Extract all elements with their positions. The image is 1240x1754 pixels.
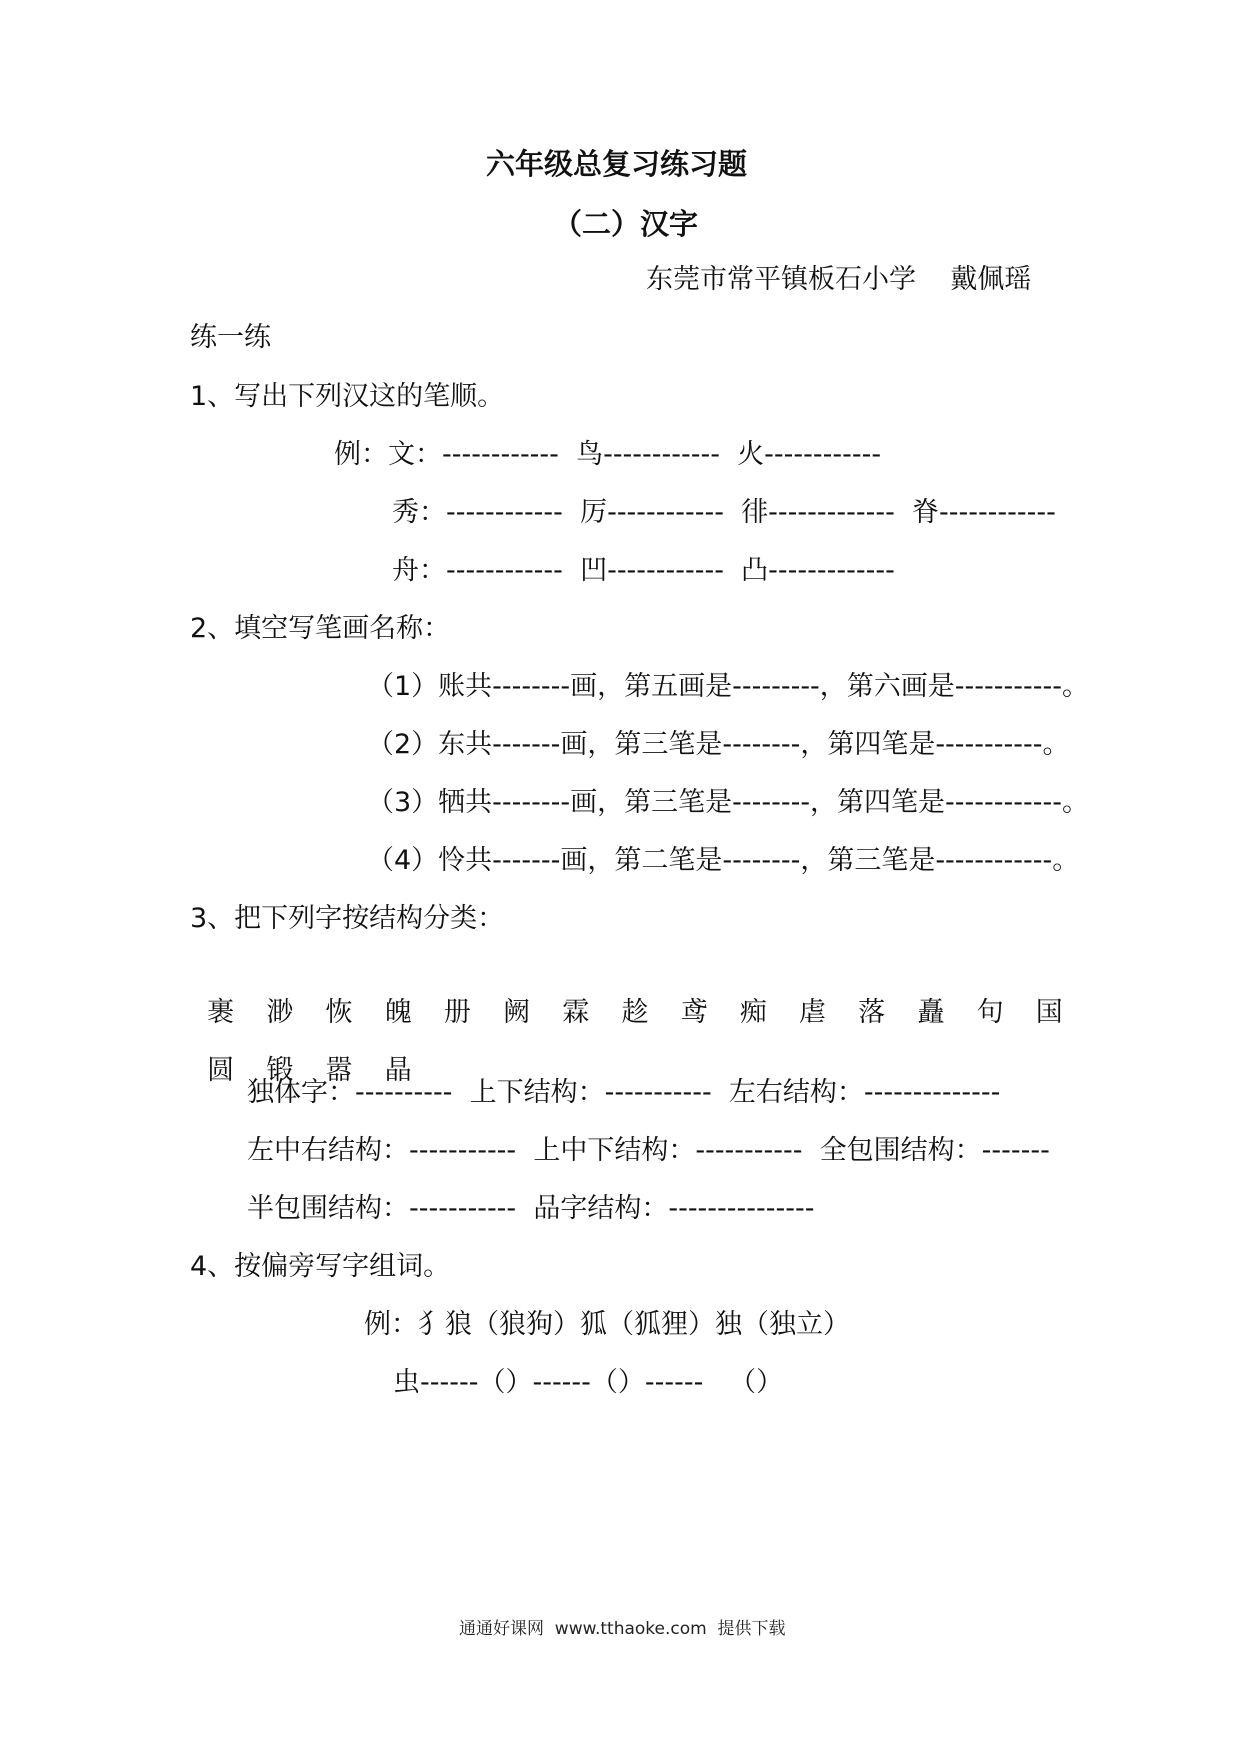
char: 册	[443, 997, 471, 1028]
q3-line-2: 左中右结构：----------- 上中下结构：----------- 全包围结构：-------	[247, 1135, 1050, 1166]
q2-heading: 2、填空写笔画名称：	[190, 613, 451, 644]
q2-item-1: （1）账共--------画，第五画是---------，第六画是-----------。	[367, 671, 1089, 702]
q3-line-3: 半包围结构：----------- 品字结构：---------------	[247, 1193, 815, 1224]
char: 矗	[917, 997, 945, 1028]
q1-row-1: 例：文：------------ 鸟------------ 火------------	[334, 439, 882, 470]
q1-heading: 1、写出下列汉这的笔顺。	[190, 381, 505, 412]
q2-item-2: （2）东共-------画，第三笔是--------，第四笔是-----------。	[367, 729, 1070, 760]
q1-row-3: 舟：------------ 凹------------ 凸-------------	[392, 555, 895, 586]
char: 痴	[739, 997, 767, 1028]
char: 嚣	[325, 1055, 353, 1086]
footer-text: 通通好课网 www.tthaoke.com 提供下载	[459, 1619, 786, 1639]
char: 恢	[325, 997, 353, 1028]
char: 句	[976, 997, 1004, 1028]
char: 渺	[266, 997, 294, 1028]
q4-row-1: 虫------（）------（）------ （）	[393, 1367, 784, 1398]
char: 裹	[207, 997, 235, 1028]
char: 魄	[384, 997, 412, 1028]
char: 圆	[207, 1055, 235, 1086]
char: 阙	[503, 997, 531, 1028]
char: 鸢	[680, 997, 708, 1028]
char: 趁	[621, 997, 649, 1028]
q4-example: 例：犭狼（狼狗）狐（狐狸）独（独立）	[364, 1309, 850, 1340]
q3-line-1: 独体字：---------- 上下结构：----------- 左右结构：--------------	[247, 1077, 1001, 1108]
q4-heading: 4、按偏旁写字组词。	[190, 1251, 451, 1282]
char: 霖	[562, 997, 590, 1028]
page-title: 六年级总复习练习题	[486, 147, 748, 181]
page-subtitle: （二）汉字	[553, 207, 699, 241]
char: 锻	[266, 1055, 294, 1086]
char: 国	[1035, 997, 1063, 1028]
char: 晶	[384, 1055, 412, 1086]
q1-row-2: 秀：------------ 厉------------ 徘------------- 脊------------	[392, 497, 1056, 528]
q2-item-4: （4）怜共-------画，第二笔是--------，第三笔是------------。	[367, 845, 1080, 876]
q3-heading: 3、把下列字按结构分类：	[190, 903, 505, 934]
author-line: 东莞市常平镇板石小学 戴佩瑶	[646, 264, 1032, 295]
q2-item-3: （3）牺共--------画，第三笔是--------，第四笔是------------。	[367, 787, 1089, 818]
char: 虐	[799, 997, 827, 1028]
section-heading: 练一练	[190, 322, 271, 353]
char: 落	[858, 997, 886, 1028]
